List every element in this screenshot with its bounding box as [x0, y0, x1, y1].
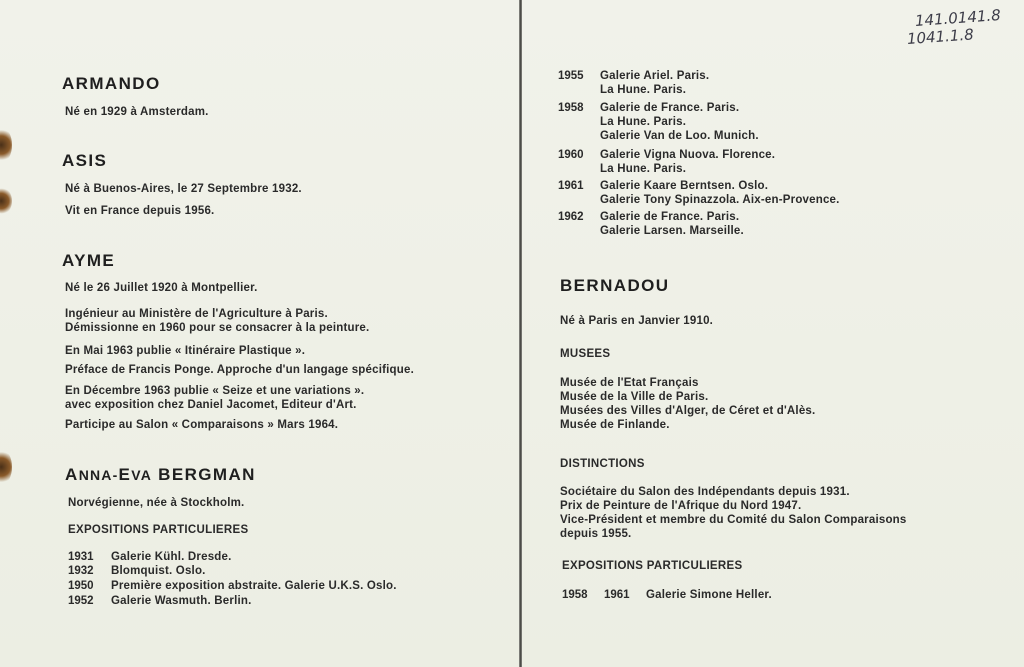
expo-text: Galerie de France. Paris.	[600, 102, 740, 114]
expo-year: 1955	[558, 70, 584, 82]
expo-year: 1958	[562, 589, 588, 601]
expo-text: Galerie Simone Heller.	[646, 589, 772, 601]
handwritten-reference: 1041.1.8	[906, 25, 975, 48]
armando-born: Né en 1929 à Amsterdam.	[65, 106, 209, 118]
expo-text: La Hune. Paris.	[600, 84, 687, 96]
artist-name-bernadou: BERNADOU	[560, 276, 670, 295]
expo-year: 1962	[558, 211, 584, 223]
ayme-bio-line: Préface de Francis Ponge. Approche d'un langage spécifique.	[65, 364, 414, 376]
distinctions-title: DISTINCTIONS	[560, 458, 645, 470]
artist-name-asis: ASIS	[62, 151, 108, 170]
expo-text: Galerie Kühl. Dresde.	[111, 551, 232, 563]
distinction-item: depuis 1955.	[560, 528, 632, 540]
expo-year: 1950	[68, 580, 94, 592]
burn-mark	[0, 188, 12, 214]
expo-year: 1931	[68, 551, 94, 563]
bergman-initial-a: A	[65, 465, 79, 484]
expo-text: Galerie Tony Spinazzola. Aix-en-Provence.	[600, 194, 840, 206]
museum-item: Musées des Villes d'Alger, de Céret et d'Alès.	[560, 405, 816, 417]
distinction-item: Vice-Président et membre du Comité du Salon Comparaisons	[560, 514, 907, 526]
bernadou-expos-title: EXPOSITIONS PARTICULIERES	[562, 560, 743, 572]
ayme-bio-line: avec exposition chez Daniel Jacomet, Editeur d'Art.	[65, 399, 357, 411]
museum-item: Musée de la Ville de Paris.	[560, 391, 709, 403]
handwritten-reference: 141.0141.8	[914, 6, 1002, 30]
ayme-bio-line: Participe au Salon « Comparaisons » Mars 1964.	[65, 419, 339, 431]
artist-name-armando: ARMANDO	[62, 74, 161, 93]
bergman-expos-title: EXPOSITIONS PARTICULIERES	[68, 524, 249, 536]
ayme-bio-line: En Décembre 1963 publie « Seize et une variations ».	[65, 385, 365, 397]
expo-text: Première exposition abstraite. Galerie U.K.S. Oslo.	[111, 580, 397, 592]
expo-text: Galerie Wasmuth. Berlin.	[111, 595, 252, 607]
ayme-bio-line: Ingénieur au Ministère de l'Agriculture à Paris.	[65, 308, 328, 320]
bergman-initial-e: E	[118, 465, 132, 484]
expo-text: La Hune. Paris.	[600, 116, 687, 128]
bergman-e-rest: VA	[131, 467, 153, 483]
expo-text: Galerie Larsen. Marseille.	[600, 225, 744, 237]
bergman-last-name: BERGMAN	[158, 465, 256, 484]
expo-text: Galerie Ariel. Paris.	[600, 70, 710, 82]
artist-name-ayme: AYME	[62, 251, 116, 270]
expo-year: 1961	[604, 589, 630, 601]
burn-mark	[0, 128, 12, 162]
expo-text: Blomquist. Oslo.	[111, 565, 206, 577]
distinction-item: Sociétaire du Salon des Indépendants depuis 1931.	[560, 486, 850, 498]
bergman-born: Norvégienne, née à Stockholm.	[68, 497, 245, 509]
expo-year: 1960	[558, 149, 584, 161]
bernadou-born: Né à Paris en Janvier 1910.	[560, 315, 714, 327]
expo-text: Galerie de France. Paris.	[600, 211, 740, 223]
bergman-first-rest: NNA-	[78, 467, 119, 483]
museum-item: Musée de Finlande.	[560, 419, 670, 431]
expo-year: 1961	[558, 180, 584, 192]
expo-text: La Hune. Paris.	[600, 163, 687, 175]
asis-lives: Vit en France depuis 1956.	[65, 205, 215, 217]
ayme-bio-line: En Mai 1963 publie « Itinéraire Plastique ».	[65, 345, 306, 357]
expo-text: Galerie Van de Loo. Munich.	[600, 130, 759, 142]
expo-year: 1952	[68, 595, 94, 607]
right-page	[522, 0, 1024, 667]
museum-item: Musée de l'Etat Français	[560, 377, 699, 389]
distinction-item: Prix de Peinture de l'Afrique du Nord 1947.	[560, 500, 802, 512]
expo-year: 1932	[68, 565, 94, 577]
expo-text: Galerie Vigna Nuova. Florence.	[600, 149, 776, 161]
ayme-born: Né le 26 Juillet 1920 à Montpellier.	[65, 282, 258, 294]
expo-text: Galerie Kaare Berntsen. Oslo.	[600, 180, 769, 192]
artist-name-bergman	[65, 465, 256, 485]
museums-title: MUSEES	[560, 348, 611, 360]
ayme-bio-line: Démissionne en 1960 pour se consacrer à la peinture.	[65, 322, 370, 334]
expo-year: 1958	[558, 102, 584, 114]
asis-born: Né à Buenos-Aires, le 27 Septembre 1932.	[65, 183, 302, 195]
burn-mark	[0, 450, 12, 484]
